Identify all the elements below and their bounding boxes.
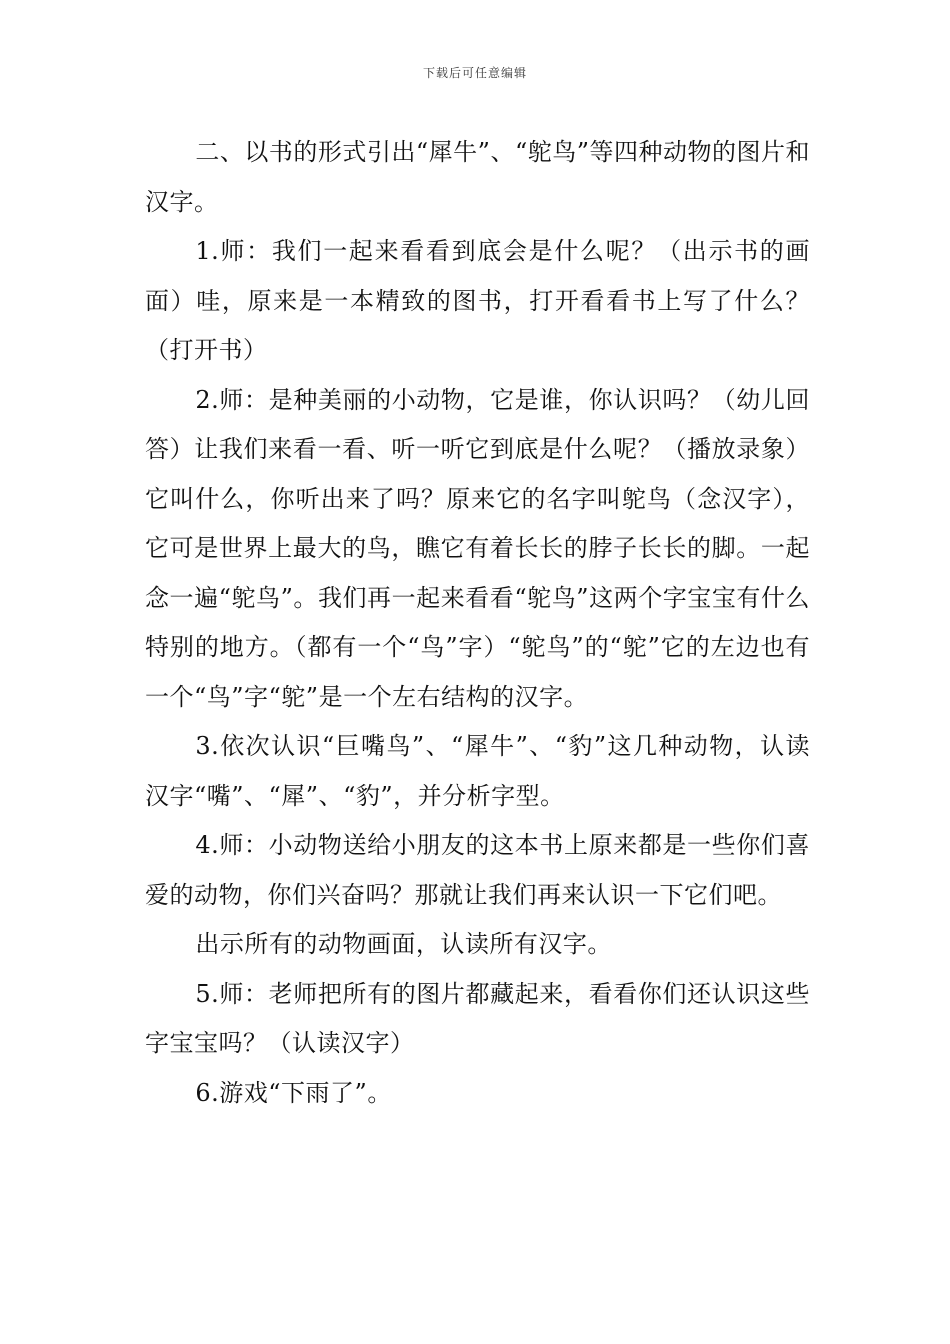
paragraph-step-3: 3.依次认识“巨嘴鸟”、“犀牛”、“豹”这几种动物，认读汉字“嘴”、“犀”、“豹”，并分析字型。 <box>145 732 810 810</box>
paragraph-step-6: 6.游戏“下雨了”。 <box>195 1078 392 1107</box>
paragraph-step-4: 4.师：小动物送给小朋友的这本书上原来都是一些你们喜爱的动物，你们兴奋吗？那就让我们再来认识一下它们吧。 <box>145 831 810 909</box>
paragraph-step-1: 1.师：我们一起来看看到底会是什么呢？（出示书的画面）哇，原来是一本精致的图书，打开看看书上写了什么？（打开书） <box>145 237 810 364</box>
header-note: 下载后可任意编辑 <box>422 66 527 80</box>
paragraph-intro: 二、以书的形式引出“犀牛”、“鸵鸟”等四种动物的图片和汉字。 <box>145 138 810 216</box>
paragraph-show-all: 出示所有的动物画面，认读所有汉字。 <box>195 930 612 958</box>
document-body <box>145 128 810 1118</box>
paragraph-step-2: 2.师：是种美丽的小动物，它是谁，你认识吗？（幼儿回答）让我们来看一看、听一听它到底是什么呢？（播放录象）它叫什么，你听出来了吗？原来它的名字叫鸵鸟（念汉字），它可是世界上最大的鸟，瞧它有着长长的脖子长长的脚。一起念一遍“鸵鸟”。我们再一起来看看“鸵鸟”这两个字宝宝有什么特别的地方。（都有一个“鸟”字）“鸵鸟”的“鸵”它的左边也有一个“鸟”字“鸵”是一个左右结构的汉字。 <box>145 385 810 711</box>
paragraph-step-5: 5.师：老师把所有的图片都藏起来，看看你们还认识这些字宝宝吗？（认读汉字） <box>145 979 810 1057</box>
